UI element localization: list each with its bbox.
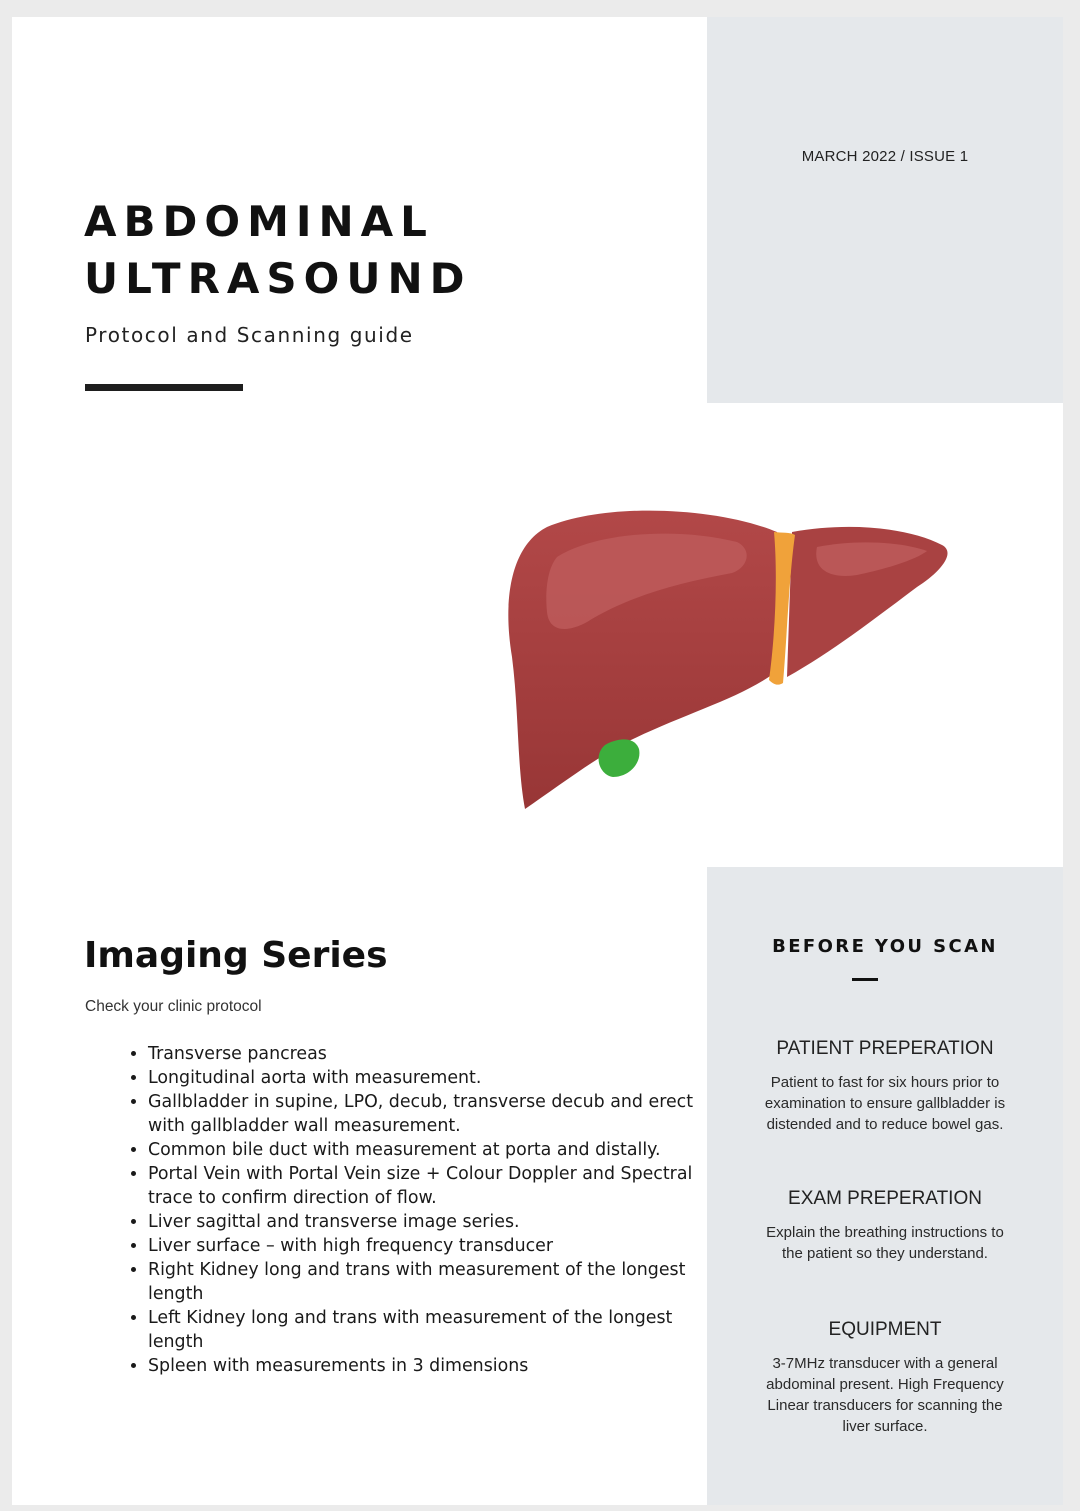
title-divider	[85, 384, 243, 391]
section-title: EQUIPMENT	[828, 1319, 942, 1340]
section-body: 3-7MHz transducer with a general abdominal present. High Frequency Linear transducers for scanning the liver surface.	[766, 1355, 1004, 1435]
section-body: Explain the breathing instructions to the patient so they understand.	[766, 1224, 1004, 1262]
list-item: • Portal Vein with Portal Vein size + Colour Doppler and Spectral trace to confirm direction of flow.	[148, 1162, 708, 1210]
list-item: • Longitudinal aorta with measurement.	[148, 1066, 708, 1090]
section-title: EXAM PREPERATION	[788, 1188, 982, 1209]
imaging-series-list	[104, 1042, 708, 1378]
imaging-series-heading: Imaging Series	[84, 935, 388, 976]
patient-preparation-section	[707, 1038, 1063, 1135]
title-line-2: ULTRASOUND	[84, 254, 472, 303]
imaging-series-note: Check your clinic protocol	[85, 998, 262, 1015]
liver-illustration	[487, 487, 957, 827]
list-item: • Common bile duct with measurement at porta and distally.	[148, 1138, 708, 1162]
title-line-1: ABDOMINAL	[84, 197, 434, 246]
list-item: • Liver sagittal and transverse image series.	[148, 1210, 708, 1234]
issue-panel	[707, 17, 1063, 403]
document-subtitle: Protocol and Scanning guide	[85, 323, 414, 347]
before-you-scan-heading: BEFORE YOU SCAN	[772, 936, 998, 957]
before-you-scan-panel	[707, 867, 1063, 1505]
issue-label: MARCH 2022 / ISSUE 1	[801, 148, 969, 165]
document-page	[12, 17, 1063, 1505]
list-item: • Left Kidney long and trans with measurement of the longest length	[148, 1306, 708, 1354]
list-item: • Transverse pancreas	[148, 1042, 708, 1066]
section-title: PATIENT PREPERATION	[776, 1038, 994, 1059]
list-item: • Spleen with measurements in 3 dimensions	[148, 1354, 708, 1378]
heading-dash	[852, 978, 878, 981]
equipment-section	[707, 1319, 1063, 1437]
list-item: • Liver surface – with high frequency transducer	[148, 1234, 708, 1258]
list-item: • Right Kidney long and trans with measurement of the longest length	[148, 1258, 708, 1306]
section-body: Patient to fast for six hours prior to examination to ensure gallbladder is distended and to reduce bowel gas.	[764, 1074, 1006, 1133]
exam-preparation-section	[707, 1188, 1063, 1264]
list-item: • Gallbladder in supine, LPO, decub, transverse decub and erect with gallbladder wall measurement.	[148, 1090, 708, 1138]
document-title	[84, 193, 471, 307]
